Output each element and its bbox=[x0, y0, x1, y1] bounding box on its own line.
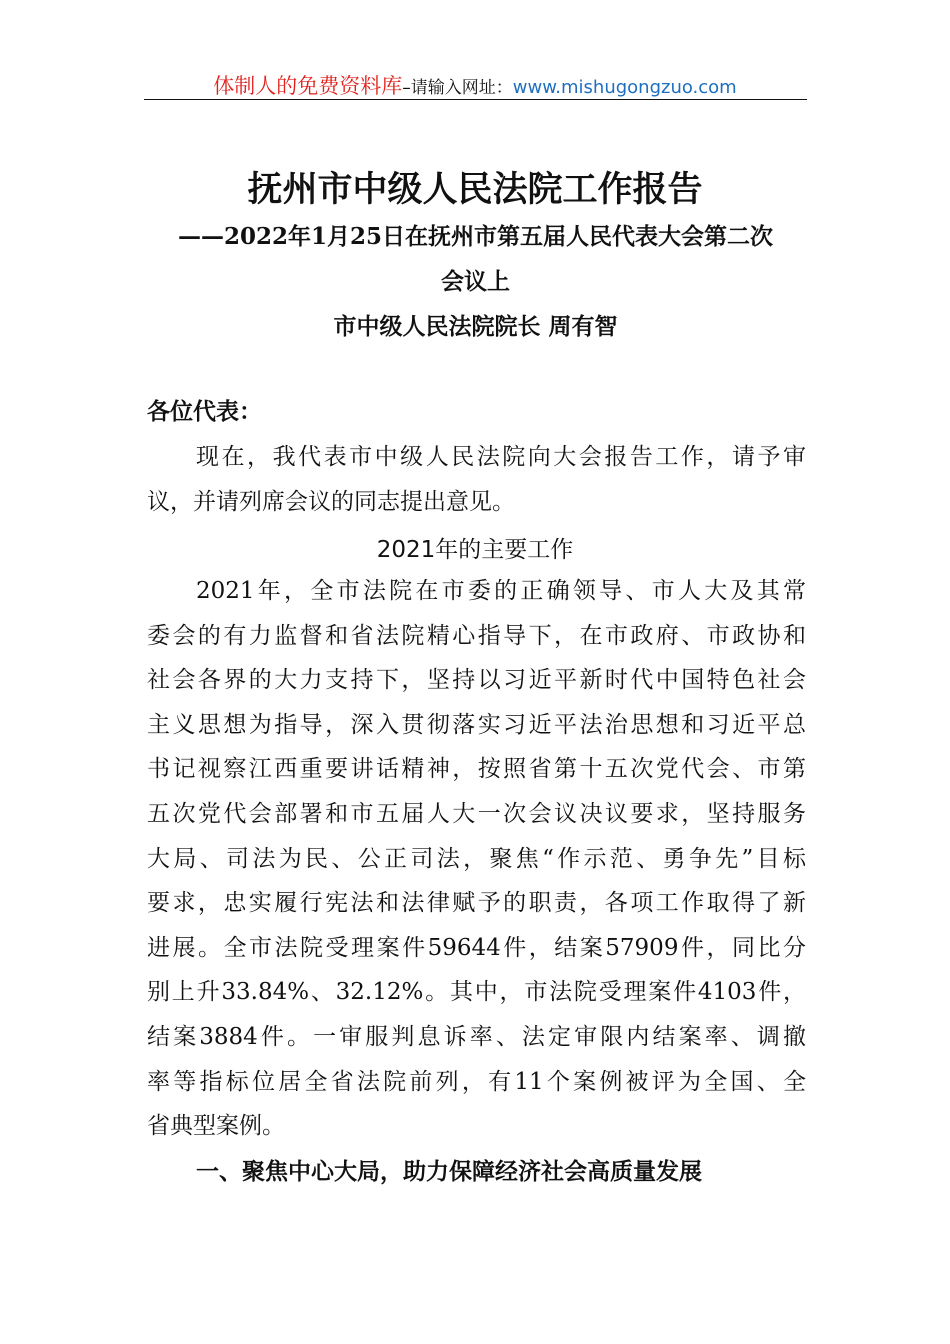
document-title: 抚州市中级人民法院工作报告 bbox=[247, 169, 703, 210]
body-line: 社会各界的大力支持下，坚持以习近平新时代中国特色社会 bbox=[147, 667, 806, 694]
body-line: 2021年，全市法院在市委的正确领导、市人大及其常 bbox=[196, 578, 806, 604]
salutation: 各位代表： bbox=[147, 399, 262, 425]
subtitle-line-2: 会议上 bbox=[441, 268, 510, 295]
url-prompt: –请输入网址： bbox=[402, 78, 513, 98]
site-url[interactable]: www.mishugongzuo.com bbox=[512, 77, 737, 98]
author-line: 市中级人民法院院长 周有智 bbox=[333, 313, 618, 340]
page-header bbox=[0, 70, 950, 100]
body-line: 书记视察江西重要讲话精神，按照省第十五次党代会、市第 bbox=[147, 756, 806, 783]
intro-line: 议，并请列席会议的同志提出意见。 bbox=[147, 489, 515, 515]
intro-line: 现在，我代表市中级人民法院向大会报告工作，请予审 bbox=[196, 444, 806, 470]
site-name: 体制人的免费资料库 bbox=[213, 74, 403, 98]
body-line: 省典型案例。 bbox=[147, 1113, 285, 1140]
body-line: 委会的有力监督和省法院精心指导下，在市政府、市政协和 bbox=[147, 622, 806, 649]
body-line: 率等指标位居全省法院前列，有11个案例被评为全国、全 bbox=[147, 1068, 806, 1095]
body-line: 大局、司法为民、公正司法，聚焦“作示范、勇争先”目标 bbox=[147, 845, 806, 872]
subtitle-line-1: ——2022年1月25日在抚州市第五届人民代表大会第二次 bbox=[177, 223, 774, 250]
section-title: 2021年的主要工作 bbox=[376, 537, 574, 563]
body-line: 五次党代会部署和市五届人大一次会议决议要求，坚持服务 bbox=[147, 801, 806, 827]
heading-1: 一、聚焦中心大局，助力保障经济社会高质量发展 bbox=[196, 1159, 702, 1185]
body-line: 主义思想为指导，深入贯彻落实习近平法治思想和习近平总 bbox=[147, 711, 806, 738]
body-line: 进展。全市法院受理案件59644件，结案57909件，同比分 bbox=[147, 934, 806, 961]
header-divider bbox=[144, 99, 807, 100]
body-line: 结案3884件。一审服判息诉率、法定审限内结案率、调撤 bbox=[147, 1024, 806, 1050]
body-line: 别上升33.84%、32.12%。其中，市法院受理案件4103件， bbox=[147, 979, 806, 1006]
body-line: 要求，忠实履行宪法和法律赋予的职责，各项工作取得了新 bbox=[147, 890, 806, 917]
